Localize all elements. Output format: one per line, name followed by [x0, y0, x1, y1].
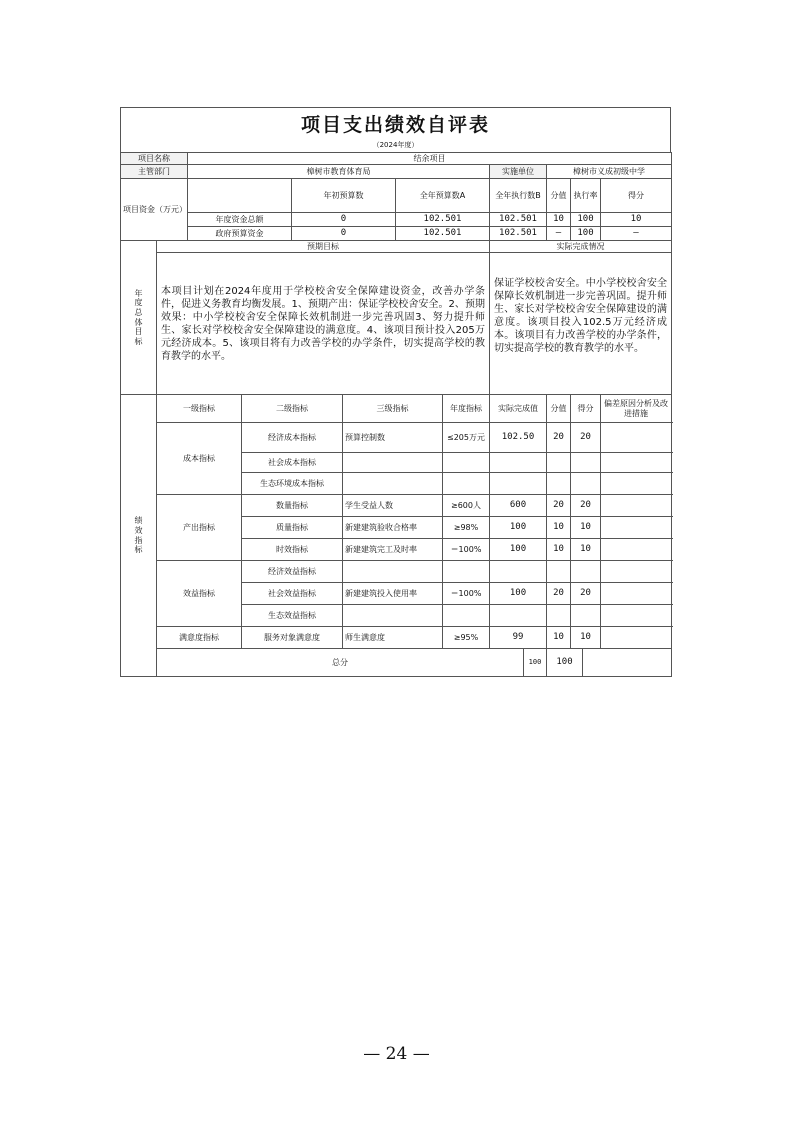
- ind-weight: 10: [547, 539, 571, 561]
- funds-row-weight: —: [547, 227, 571, 241]
- goals-expected-text: 本项目计划在2024年度用于学校校舍安全保障建设资金，改善办学条件，促进义务教育均衡发展。1、预期产出：保证学校校舍安全。2、预期效果：中小学校校舍安全保障长效机制进一步完善巩固3、努力提升师生、家长对学校校舍安全保障建设的满意度。4、该项目预计投入205万元经济成本。5、该项目将有力改善学校的办学条件，切实提高学校的教育教学的水平。: [157, 253, 490, 395]
- ind-actual: 600: [490, 495, 547, 517]
- ind-target: ＝100%: [443, 539, 490, 561]
- ind-l2: 时效指标: [242, 539, 343, 561]
- performance-evaluation-sheet: [120, 107, 671, 677]
- ind-header-weight: 分值: [547, 395, 571, 423]
- ind-target: ≥95%: [443, 627, 490, 649]
- ind-analysis: [601, 517, 672, 539]
- ind-actual: 102.50: [490, 423, 547, 453]
- ind-actual: [490, 605, 547, 627]
- funds-row-weight: 10: [547, 213, 571, 227]
- funds-row-full-budget: 102.501: [396, 213, 490, 227]
- year-box: [120, 138, 671, 152]
- impl-unit-label: 实施单位: [490, 165, 547, 179]
- funds-row-score: 10: [601, 213, 672, 227]
- funds-row-name: 年度资金总额: [188, 213, 292, 227]
- ind-l3: [343, 605, 443, 627]
- ind-score: [571, 561, 601, 583]
- ind-header-target: 年度指标: [443, 395, 490, 423]
- ind-group-cost: 成本指标: [157, 423, 242, 495]
- funds-header-full-exec: 全年执行数B: [490, 179, 547, 213]
- ind-score: 10: [571, 539, 601, 561]
- ind-score: [571, 473, 601, 495]
- goals-expected-header: 预期目标: [157, 241, 490, 253]
- total-label: 总分: [157, 649, 524, 677]
- ind-target: [443, 473, 490, 495]
- funds-row-initial: 0: [292, 227, 396, 241]
- total-score: 100: [547, 649, 583, 677]
- funds-header-full-budget: 全年预算数A: [396, 179, 490, 213]
- ind-weight: 10: [547, 627, 571, 649]
- ind-weight: 20: [547, 423, 571, 453]
- ind-header-l3: 三级指标: [343, 395, 443, 423]
- ind-analysis: [601, 473, 672, 495]
- ind-l2: 经济效益指标: [242, 561, 343, 583]
- dept-value: 樟树市教育体育局: [188, 165, 490, 179]
- ind-l3: [343, 561, 443, 583]
- ind-actual: [490, 473, 547, 495]
- ind-weight: [547, 473, 571, 495]
- goals-label: 年度总体目标: [121, 241, 157, 395]
- ind-actual: 99: [490, 627, 547, 649]
- title-box: [120, 107, 671, 138]
- ind-l2: 服务对象满意度: [242, 627, 343, 649]
- ind-l3: 预算控制数: [343, 423, 443, 453]
- ind-l3: 新建建筑验收合格率: [343, 517, 443, 539]
- ind-header-actual: 实际完成值: [490, 395, 547, 423]
- ind-weight: 10: [547, 517, 571, 539]
- funds-row-score: —: [601, 227, 672, 241]
- funds-header-initial: 年初预算数: [292, 179, 396, 213]
- ind-analysis: [601, 539, 672, 561]
- funds-row-full-exec: 102.501: [490, 227, 547, 241]
- ind-group-output: 产出指标: [157, 495, 242, 561]
- year-label: （2024年度）: [372, 141, 419, 149]
- ind-l2: 生态环境成本指标: [242, 473, 343, 495]
- ind-target: ≤205万元: [443, 423, 490, 453]
- project-label: 项目名称: [121, 153, 188, 165]
- ind-l3: 新建建筑投入使用率: [343, 583, 443, 605]
- ind-l2: 经济成本指标: [242, 423, 343, 453]
- ind-l3: [343, 473, 443, 495]
- funds-row-name: 政府预算资金: [188, 227, 292, 241]
- ind-actual: [490, 561, 547, 583]
- ind-l3: 新建建筑完工及时率: [343, 539, 443, 561]
- indicators-label: 绩效指标: [121, 395, 157, 677]
- goals-actual-text: 保证学校校舍安全。中小学校校舍安全保障长效机制进一步完善巩固。提升师生、家长对学校校舍安全保障建设的满意度。该项目投入102.5万元经济成本。该项目有力改善学校的办学条件，切实提高学校的教育教学的水平。: [490, 253, 672, 395]
- ind-actual: 100: [490, 583, 547, 605]
- funds-row-rate: 100: [571, 213, 601, 227]
- evaluation-table: [120, 152, 672, 677]
- total-weight: 100: [524, 649, 547, 677]
- ind-header-l1: 一级指标: [157, 395, 242, 423]
- ind-analysis: [601, 627, 672, 649]
- impl-unit-value: 樟树市义成初级中学: [547, 165, 672, 179]
- ind-analysis: [601, 423, 672, 453]
- ind-l3: 师生满意度: [343, 627, 443, 649]
- ind-l3: [343, 453, 443, 473]
- funds-header-rate: 执行率: [571, 179, 601, 213]
- funds-label: 项目资金（万元）: [121, 179, 188, 241]
- ind-group-satisfaction: 满意度指标: [157, 627, 242, 649]
- project-value: 结余项目: [188, 153, 672, 165]
- ind-header-score: 得分: [571, 395, 601, 423]
- ind-target: [443, 605, 490, 627]
- ind-score: 10: [571, 517, 601, 539]
- ind-header-analysis: 偏差原因分析及改进措施: [601, 395, 672, 423]
- ind-target: ≥600人: [443, 495, 490, 517]
- ind-actual: [490, 453, 547, 473]
- ind-analysis: [601, 605, 672, 627]
- ind-target: ＝100%: [443, 583, 490, 605]
- ind-weight: [547, 605, 571, 627]
- page-number: — 24 —: [363, 1044, 430, 1064]
- ind-target: [443, 453, 490, 473]
- ind-actual: 100: [490, 539, 547, 561]
- ind-weight: 20: [547, 495, 571, 517]
- funds-row-full-exec: 102.501: [490, 213, 547, 227]
- ind-l3: 学生受益人数: [343, 495, 443, 517]
- funds-row-full-budget: 102.501: [396, 227, 490, 241]
- ind-l2: 数量指标: [242, 495, 343, 517]
- ind-l2: 生态效益指标: [242, 605, 343, 627]
- ind-l2: 社会效益指标: [242, 583, 343, 605]
- funds-row-rate: 100: [571, 227, 601, 241]
- ind-score: 10: [571, 627, 601, 649]
- funds-header-weight: 分值: [547, 179, 571, 213]
- ind-score: 20: [571, 495, 601, 517]
- ind-weight: 20: [547, 583, 571, 605]
- ind-l2: 社会成本指标: [242, 453, 343, 473]
- ind-group-benefit: 效益指标: [157, 561, 242, 627]
- funds-row-initial: 0: [292, 213, 396, 227]
- ind-score: 20: [571, 583, 601, 605]
- ind-score: [571, 605, 601, 627]
- ind-target: [443, 561, 490, 583]
- ind-analysis: [601, 453, 672, 473]
- ind-weight: [547, 453, 571, 473]
- page-title: 项目支出绩效自评表: [300, 113, 490, 136]
- ind-score: 20: [571, 423, 601, 453]
- ind-analysis: [601, 583, 672, 605]
- ind-header-l2: 二级指标: [242, 395, 343, 423]
- dept-label: 主管部门: [121, 165, 188, 179]
- funds-header-score: 得分: [601, 179, 672, 213]
- ind-weight: [547, 561, 571, 583]
- goals-actual-header: 实际完成情况: [490, 241, 672, 253]
- total-analysis: [583, 649, 672, 677]
- ind-score: [571, 453, 601, 473]
- ind-actual: 100: [490, 517, 547, 539]
- ind-analysis: [601, 495, 672, 517]
- ind-target: ≥98%: [443, 517, 490, 539]
- ind-l2: 质量指标: [242, 517, 343, 539]
- ind-analysis: [601, 561, 672, 583]
